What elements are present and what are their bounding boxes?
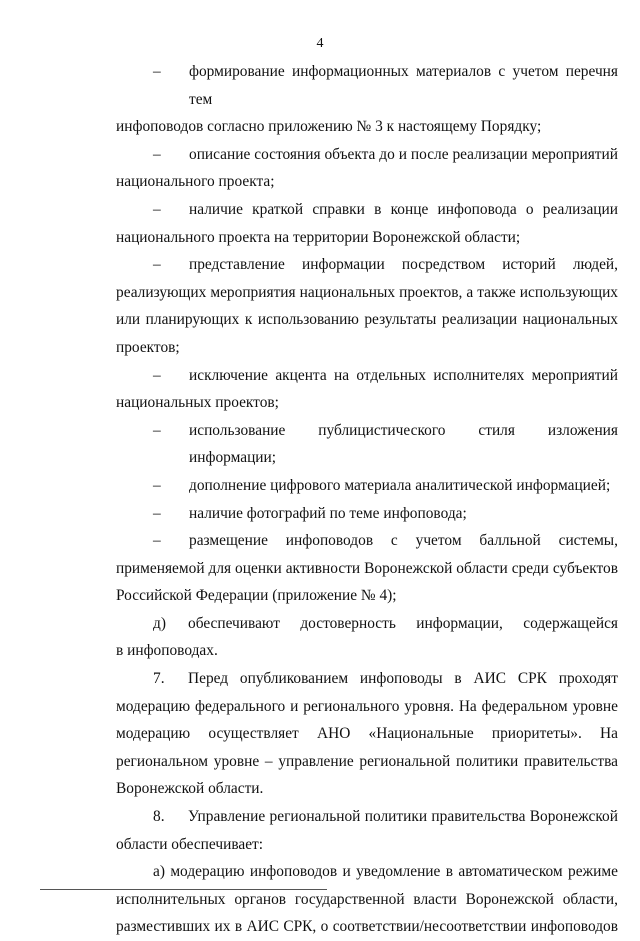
numbered-paragraph	[116, 803, 618, 858]
list-item	[116, 362, 618, 417]
document-body	[116, 58, 618, 941]
sub-paragraph	[116, 858, 618, 941]
sub-paragraph-text: а) модерацию инфоповодов и уведомление в автоматическом режиме	[153, 863, 618, 881]
list-item	[116, 251, 618, 361]
list-item-text: описание состояния объекта до и после реализации мероприятий	[189, 145, 618, 163]
paragraph-continuation: модерацию федерального и регионального уровня. На федеральном уровне модерацию осуществляет АНО «Национальные приоритеты». На региональном уровне – управление региональной политики правительства Воронежской области.	[116, 697, 618, 798]
paragraph-number: 7.	[153, 670, 165, 688]
list-item-text: формирование информационных материалов с учетом перечня тем	[189, 63, 618, 108]
list-item-continuation: применяемой для оценки активности Воронежской области среди субъектов Российской Федерации (приложение № 4);	[116, 559, 618, 605]
dash-marker: –	[153, 532, 161, 550]
dash-marker: –	[153, 421, 161, 439]
list-item-continuation: национального проекта на территории Воронежской области;	[116, 228, 521, 246]
list-item-text: представление информации посредством историй людей,	[189, 256, 618, 274]
paragraph-text: Перед опубликованием инфоповоды в АИС СРК проходят	[188, 670, 618, 688]
list-item	[116, 472, 618, 500]
sub-paragraph-continuation: исполнительных органов государственной власти Воронежской области, разместивших их в АИС СРК, о соответствии/несоответствии инфоповодов	[116, 890, 618, 936]
list-item	[116, 58, 618, 141]
list-item-continuation: реализующих мероприятия национальных проектов, а также использующих или планирующих к использованию результаты реализации национальных проектов;	[116, 283, 618, 356]
list-item-continuation: национального проекта;	[116, 173, 275, 191]
list-item-text: размещение инфоповодов с учетом балльной системы,	[189, 532, 618, 550]
dash-marker: –	[153, 366, 161, 384]
paragraph-number: 8.	[153, 808, 165, 826]
list-item	[116, 610, 618, 665]
dash-marker: –	[153, 504, 161, 522]
list-item-text: обеспечивают достоверность информации, содержащейся	[188, 614, 618, 632]
letter-marker: д)	[153, 614, 166, 632]
dash-marker: –	[153, 476, 161, 494]
list-item-text: дополнение цифрового материала аналитической информацией;	[189, 476, 611, 494]
paragraph-text: Управление региональной политики правительства Воронежской	[188, 808, 618, 826]
dash-marker: –	[153, 256, 161, 274]
dash-marker: –	[153, 145, 161, 163]
list-item-text: наличие краткой справки в конце инфоповода о реализации	[189, 200, 618, 218]
list-item-text: наличие фотографий по теме инфоповода;	[189, 504, 467, 522]
list-item-text: использование публицистического стиля изложения информации;	[189, 421, 618, 467]
list-item-continuation: инфоповодов согласно приложению № 3 к настоящему Порядку;	[116, 118, 542, 136]
list-item	[116, 417, 618, 472]
list-item-text: исключение акцента на отдельных исполнителях мероприятий	[189, 366, 618, 384]
page-number: 4	[316, 36, 324, 51]
list-item	[116, 196, 618, 251]
dash-marker: –	[153, 63, 161, 80]
footer-rule	[40, 889, 327, 890]
list-item	[116, 141, 618, 196]
list-item-continuation: в инфоповодах.	[116, 642, 218, 660]
list-item	[116, 500, 618, 528]
list-item-continuation: национальных проектов;	[116, 394, 279, 412]
paragraph-continuation: области обеспечивает:	[116, 835, 264, 853]
numbered-paragraph	[116, 665, 618, 803]
dash-marker: –	[153, 200, 161, 218]
list-item	[116, 527, 618, 610]
